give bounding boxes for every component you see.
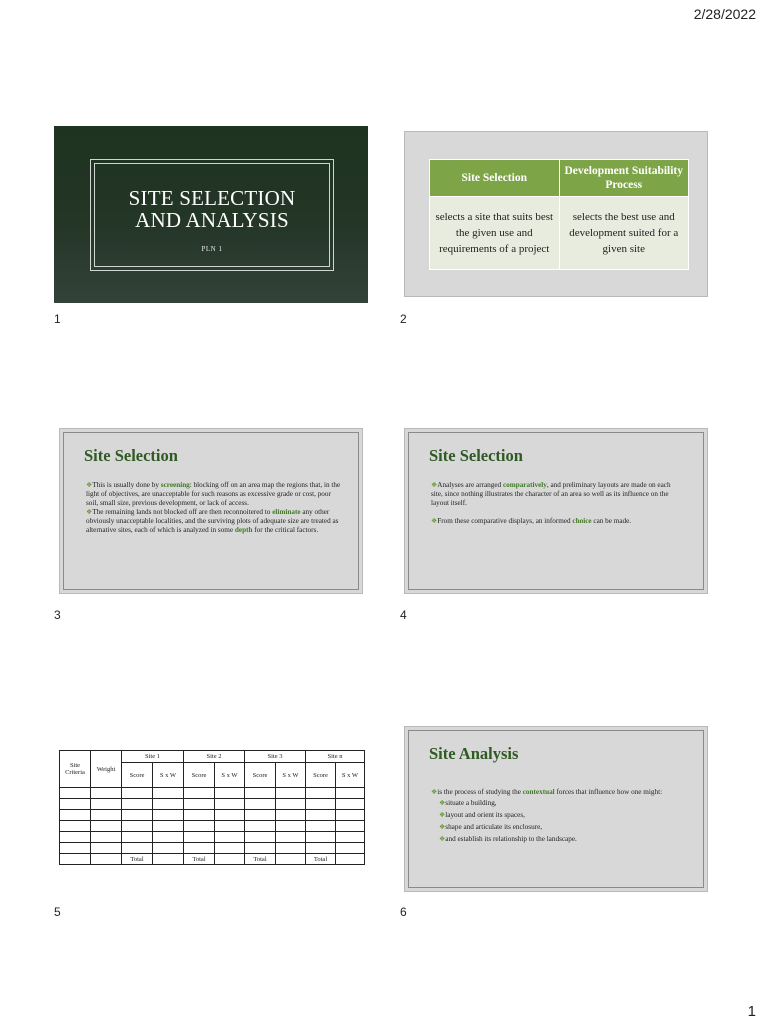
slide-3-paragraph-2 xyxy=(86,508,342,535)
slide-number-5: 5 xyxy=(54,905,61,919)
text: From these comparative displays, an informed xyxy=(437,517,573,525)
header-score: Score xyxy=(122,763,153,788)
slide-4-title: Site Selection xyxy=(429,446,523,465)
text: shape and articulate its enclosure, xyxy=(445,823,543,831)
slide-number-2: 2 xyxy=(400,312,407,326)
slide-number-3: 3 xyxy=(54,608,61,622)
header-site-criteria: Site Criteria xyxy=(60,751,91,788)
total-label: Total xyxy=(306,854,336,865)
site-scoring-table xyxy=(59,750,365,865)
slide-6-body xyxy=(431,788,687,844)
list-item xyxy=(431,823,687,832)
slide-number-6: 6 xyxy=(400,905,407,919)
text: The remaining lands not blocked off are then reconnoitered to xyxy=(92,508,273,516)
slide-number-1: 1 xyxy=(54,312,61,326)
header-score: Score xyxy=(184,763,215,788)
header-score-x-weight: S x W xyxy=(336,763,365,788)
total-label: Total xyxy=(184,854,215,865)
header-weight: Weight xyxy=(91,751,122,788)
highlight-contextual: contextual xyxy=(522,788,555,796)
slide-6-site-analysis xyxy=(404,726,708,892)
list-item xyxy=(431,811,687,820)
header-score: Score xyxy=(245,763,276,788)
text: : blocking off on an area map the regions that, in the light of objectives, are unacceptable for such reasons as excessive grade or cost, poor soil, small size, previous development, or lack of access. xyxy=(86,481,341,507)
page-number: 1 xyxy=(747,1003,756,1020)
text: , and preliminary layouts are made on each site, since nothing illustrates the character of an area so well as its influence on the layout itself. xyxy=(431,481,671,507)
slide-3-site-selection xyxy=(59,428,363,594)
text: forces that influence how one might: xyxy=(554,788,663,796)
diamond-bullet-icon: ❖ xyxy=(86,481,93,489)
highlight-eliminate: eliminate xyxy=(272,508,301,516)
slide-2-comparison xyxy=(404,131,708,297)
slide-4-frame xyxy=(408,432,704,590)
highlight-choice: choice xyxy=(572,517,592,525)
table-row xyxy=(60,821,365,832)
highlight-depth: depth xyxy=(234,526,253,534)
title-line-1: SITE SELECTION xyxy=(128,186,296,210)
slide-4-paragraph-1 xyxy=(431,481,681,508)
presentation-title xyxy=(91,187,333,231)
table-row xyxy=(60,788,365,799)
text: and establish its relationship to the landscape. xyxy=(445,835,577,843)
text: This is usually done by xyxy=(92,481,161,489)
slide-4-paragraph-2 xyxy=(431,517,681,526)
total-label: Total xyxy=(245,854,276,865)
header-site-3: Site 3 xyxy=(245,751,306,763)
diamond-bullet-icon: ❖ xyxy=(431,517,438,525)
table-cell-development-suitability: selects the best use and development suited for a given site xyxy=(559,197,689,270)
header-site-1: Site 1 xyxy=(122,751,184,763)
header-score-x-weight: S x W xyxy=(276,763,306,788)
slide-4-body xyxy=(431,481,681,526)
total-label: Total xyxy=(122,854,153,865)
slide-6-title: Site Analysis xyxy=(429,744,519,763)
text: layout and orient its spaces, xyxy=(445,811,525,819)
table-cell-site-selection: selects a site that suits best the given use and requirements of a project xyxy=(430,197,560,270)
highlight-screening: screening xyxy=(160,481,190,489)
table-header-site-selection: Site Selection xyxy=(430,160,560,197)
diamond-bullet-icon: ❖ xyxy=(86,508,93,516)
slide-1-title xyxy=(54,126,368,303)
header-score: Score xyxy=(306,763,336,788)
table-row xyxy=(60,843,365,854)
slide-number-4: 4 xyxy=(400,608,407,622)
list-item xyxy=(431,799,687,808)
table-row xyxy=(60,799,365,810)
slide-3-paragraph-1 xyxy=(86,481,342,508)
table-header-development-suitability: Development Suitability Process xyxy=(559,160,689,197)
diamond-bullet-icon: ❖ xyxy=(431,481,438,489)
header-score-x-weight: S x W xyxy=(153,763,184,788)
title-frame xyxy=(90,159,334,271)
presentation-subtitle: PLN 1 xyxy=(201,245,223,253)
total-row xyxy=(60,854,365,865)
header-site-2: Site 2 xyxy=(184,751,245,763)
diamond-bullet-icon: ❖ xyxy=(439,835,446,843)
slide-4-site-selection xyxy=(404,428,708,594)
title-line-2: AND ANALYSIS xyxy=(135,208,289,232)
text: situate a building, xyxy=(445,799,497,807)
list-item xyxy=(431,835,687,844)
text: is the process of studying the xyxy=(437,788,523,796)
slide-6-intro xyxy=(431,788,687,797)
text: can be made. xyxy=(591,517,632,525)
text: for the critical factors. xyxy=(252,526,319,534)
diamond-bullet-icon: ❖ xyxy=(439,799,446,807)
slide-3-frame xyxy=(63,432,359,590)
text: any other obviously unacceptable localities, and the surviving plots of adequate size are treated as alternative sites, each of which is analyzed in some xyxy=(86,508,339,534)
slide-3-body xyxy=(86,481,342,535)
diamond-bullet-icon: ❖ xyxy=(439,823,446,831)
comparison-table xyxy=(429,159,689,270)
diamond-bullet-icon: ❖ xyxy=(439,811,446,819)
slide-3-title: Site Selection xyxy=(84,446,178,465)
table-row xyxy=(60,832,365,843)
text: Analyses are arranged xyxy=(437,481,503,489)
table-row xyxy=(60,810,365,821)
diamond-bullet-icon: ❖ xyxy=(431,788,438,796)
handout-date: 2/28/2022 xyxy=(693,6,756,22)
header-site-n: Site n xyxy=(306,751,365,763)
slide-6-frame xyxy=(408,730,704,888)
highlight-comparatively: comparatively xyxy=(502,481,547,489)
header-score-x-weight: S x W xyxy=(215,763,245,788)
